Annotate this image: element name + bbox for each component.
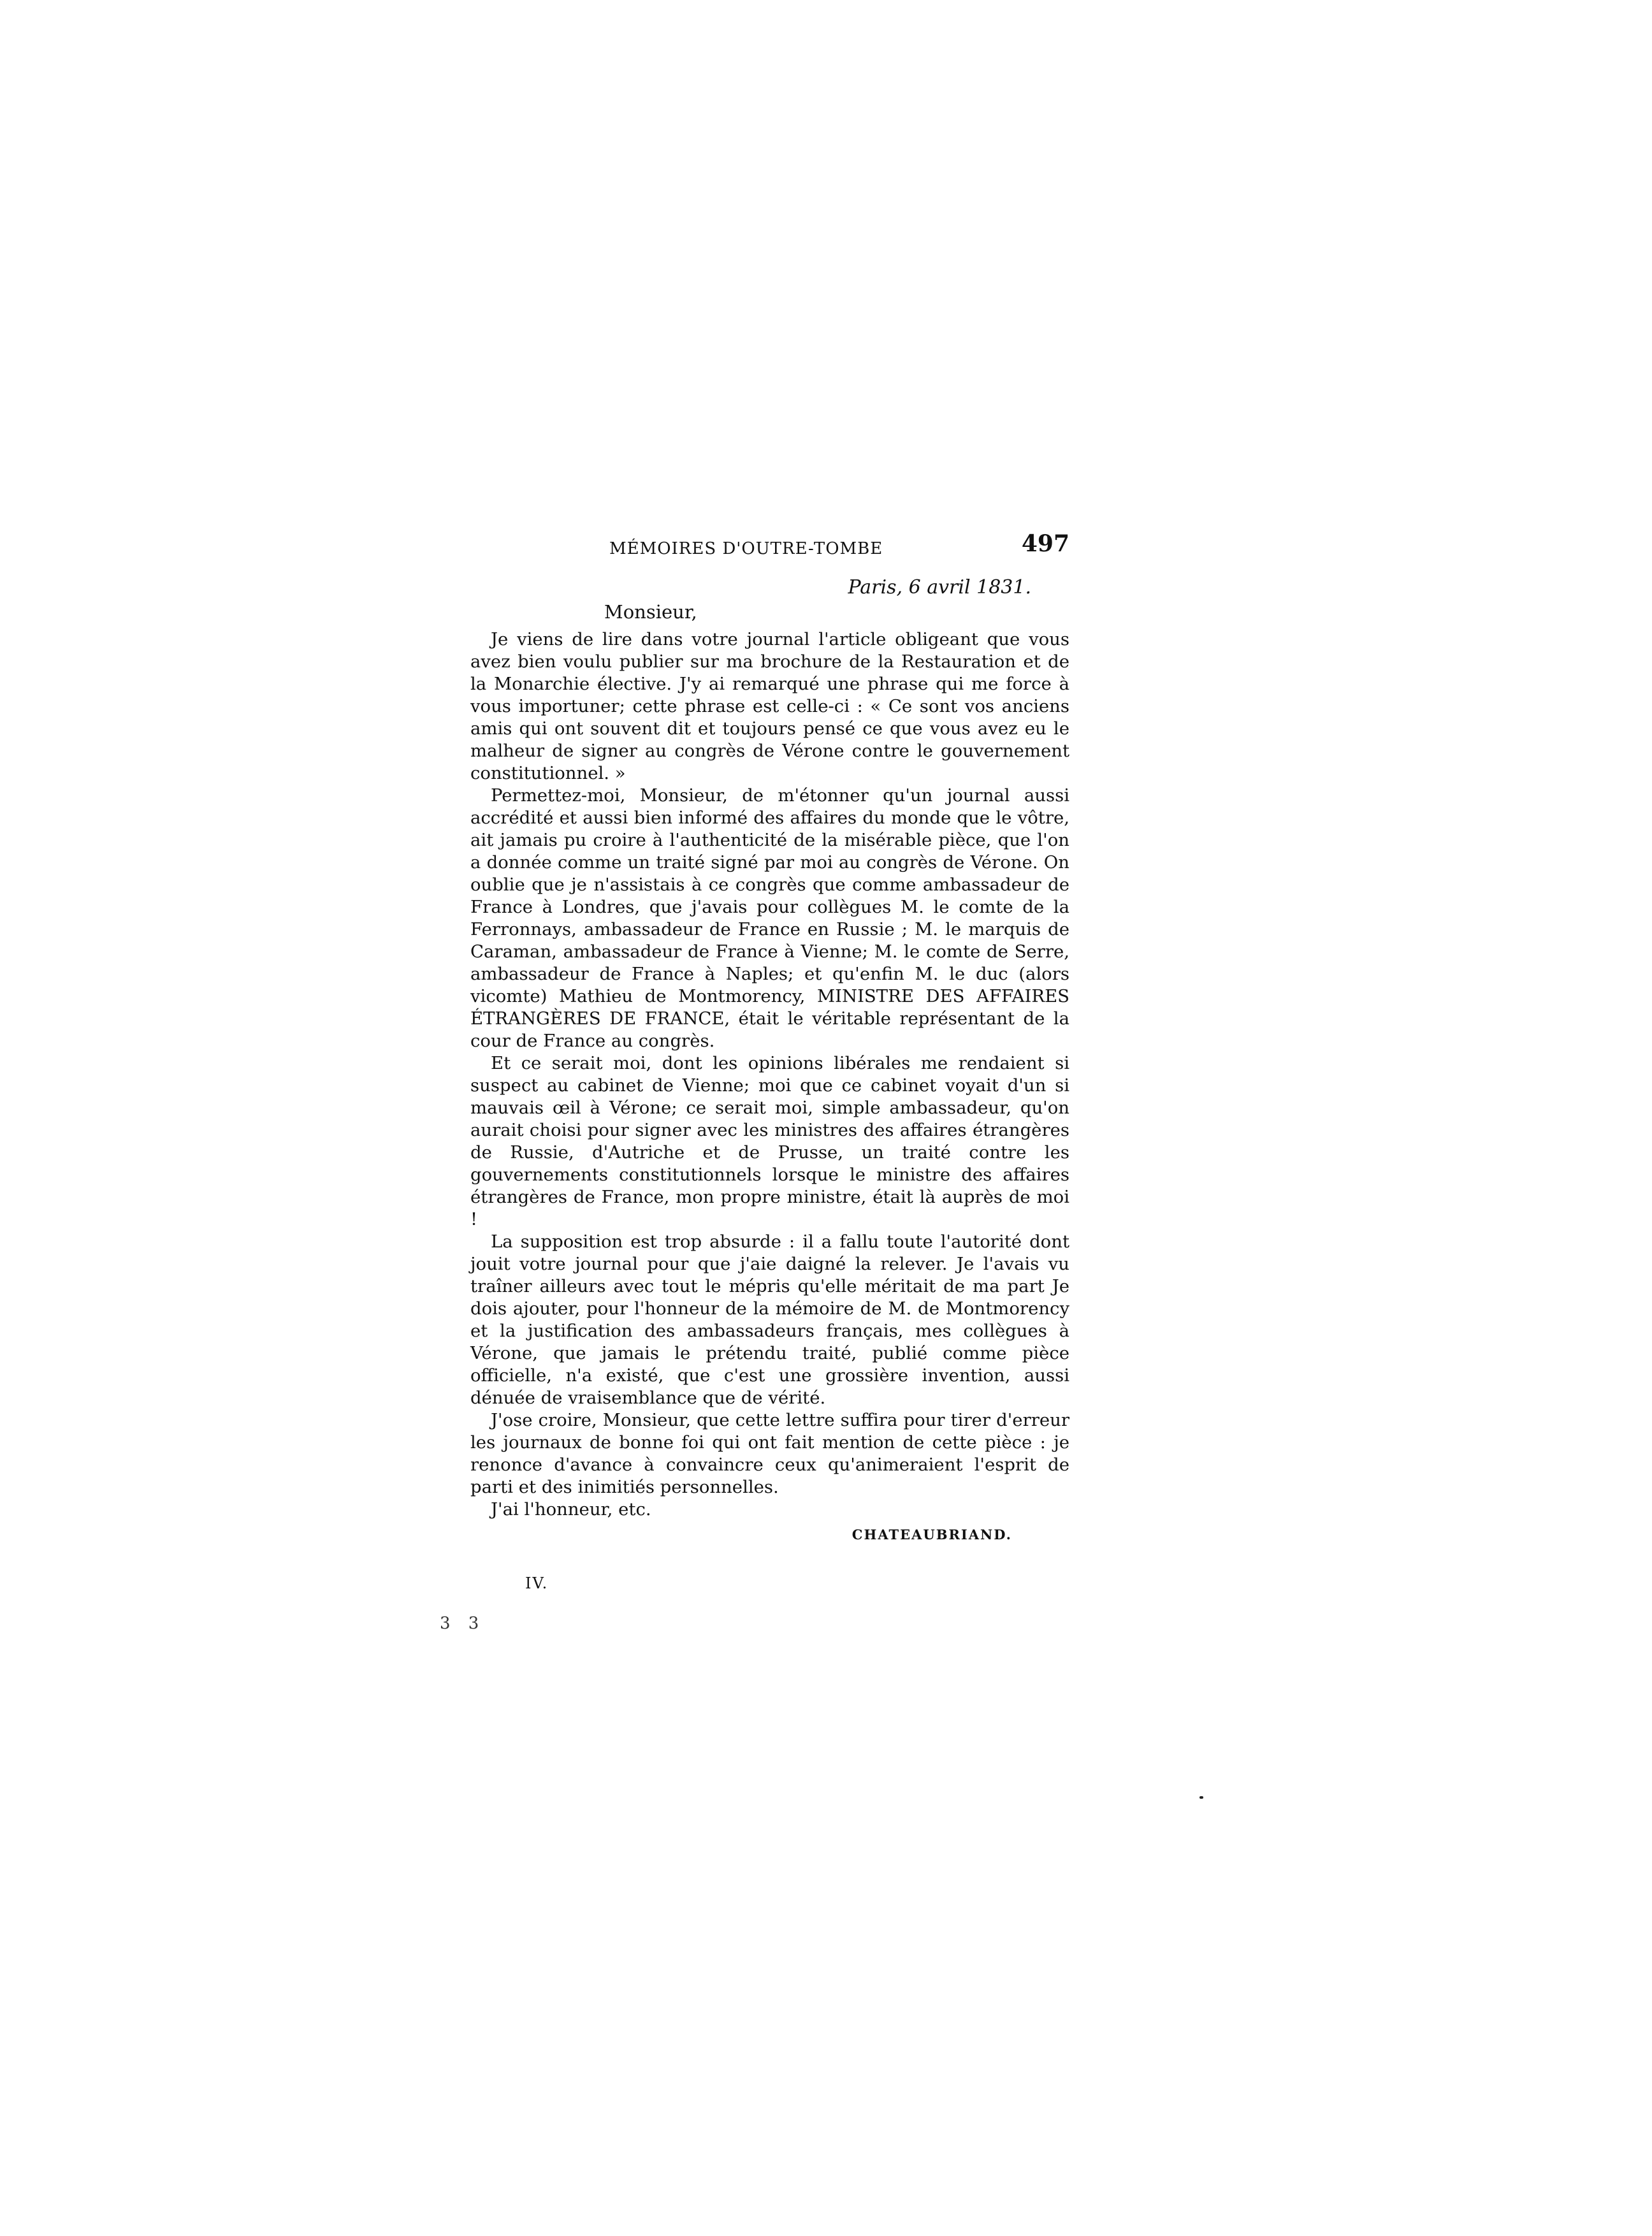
margin-mark: 3 3 — [440, 1614, 486, 1633]
printed-page — [470, 530, 1069, 1595]
letter-closing: J'ai l'honneur, etc. — [491, 1499, 651, 1520]
letter-paragraph-3: Et ce serait moi, dont les opinions libérales me rendaient si suspect au cabinet de Vienne; moi que ce cabinet voyait d'un si mauvais œil à Vérone; ce serait moi, simple ambassadeur, qu'on aurait choisi pour signer avec les ministres des affaires étrangères de Russie, d'Autriche et de Prusse, un traité contre les gouvernements constitutionnels lorsque le ministre des affaires étrangères de France, mon propre ministre, était là auprès de moi ! — [470, 1053, 1069, 1230]
running-head — [470, 530, 1069, 563]
letter-paragraph-2: Permettez-moi, Monsieur, de m'étonner qu'un journal aussi accrédité et aussi bien informé des affaires du monde que le vôtre, ait jamais pu croire à l'authenticité de la misérable pièce, que l'on a donnée comme un traité signé par moi au congrès de Vérone. On oublie que je n'assistais à ce congrès que comme ambassadeur de France à Londres, que j'avais pour collègues M. le comte de la Ferronnays, ambassadeur de France en Russie ; M. le marquis de Caraman, ambassadeur de France à Vienne; M. le comte de Serre, ambassadeur de France à Naples; et qu'enfin M. le duc (alors vicomte) Mathieu de Montmorency, MINISTRE DES AFFAIRES ÉTRANGÈRES DE FRANCE, était le véritable représentant de la cour de France au congrès. — [470, 785, 1069, 1051]
letter-paragraph-1: Je viens de lire dans votre journal l'article obligeant que vous avez bien voulu publier sur ma brochure de la Restauration et de la Monarchie élective. J'y ai remarqué une phrase qui me force à vous importuner; cette phrase est celle-ci : « Ce sont vos anciens amis qui ont souvent dit et toujours pensé ce que vous avez eu le malheur de signer au congrès de Vérone contre le gouvernement constitutionnel. » — [470, 629, 1069, 783]
letter-dateline: Paris, 6 avril 1831. — [848, 576, 1031, 599]
letter-paragraph-5: J'ose croire, Monsieur, que cette lettre suffira pour tirer d'erreur les journaux de bonne foi qui ont fait mention de cette pièce : je renonce d'avance à convaincre ceux qu'animeraient l'esprit de parti et des inimitiés personnelles. — [470, 1410, 1069, 1497]
letter-paragraph-4: La supposition est trop absurde : il a fallu toute l'autorité dont jouit votre journal pour que j'aie daigné la relever. Je l'avais vu traîner ailleurs avec tout le mépris qu'elle méritait de ma part Je dois ajouter, pour l'honneur de la mémoire de M. de Montmorency et la justification des ambassadeurs français, mes collègues à Vérone, que jamais le prétendu traité, publié comme pièce officielle, n'a existé, que c'est une grossière invention, aussi dénuée de vraisemblance que de vérité. — [470, 1231, 1069, 1408]
ink-speck — [1199, 1796, 1203, 1799]
letter-signature: CHATEAUBRIAND. — [851, 1527, 1012, 1543]
letter-salutation: Monsieur, — [604, 601, 697, 623]
volume-mark: IV. — [525, 1574, 549, 1592]
page-number: 497 — [1021, 530, 1069, 557]
running-title: MÉMOIRES D'OUTRE-TOMBE — [609, 539, 883, 558]
